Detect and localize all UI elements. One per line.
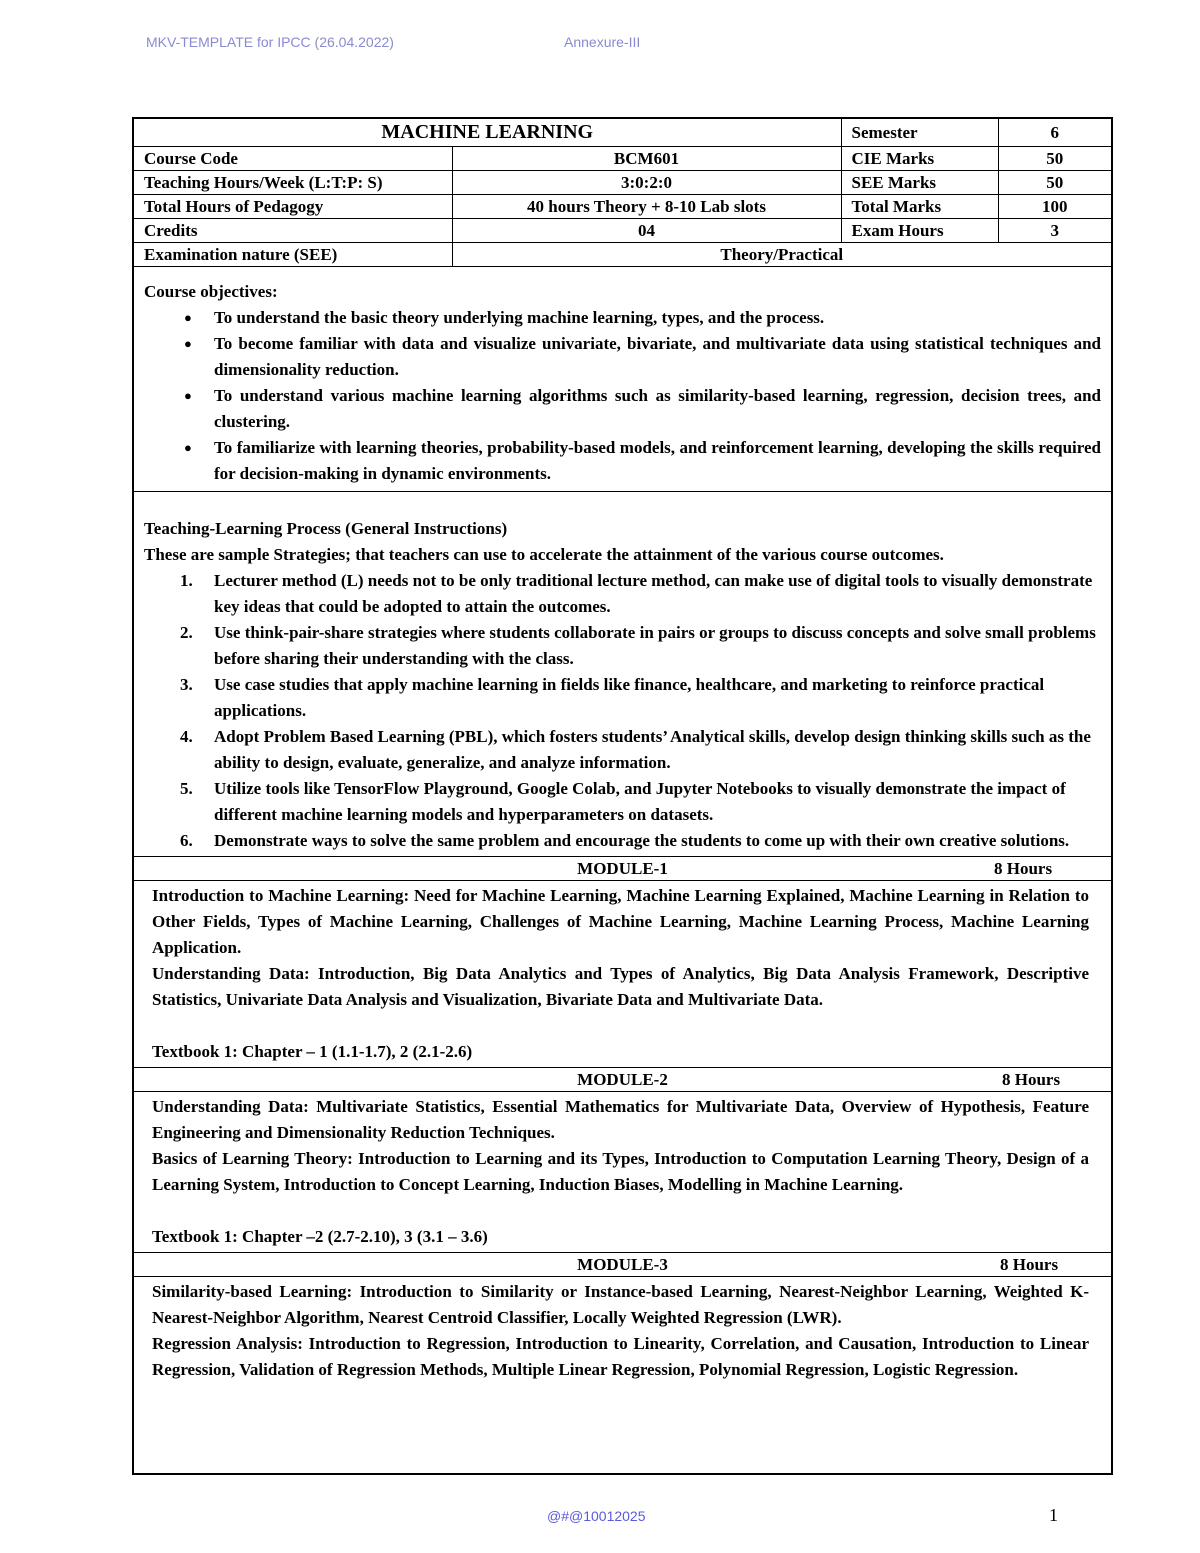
module-3-body — [134, 1277, 1111, 1385]
teaching-hours-value: 3:0:2:0 — [452, 171, 841, 195]
list-item-number: 3. — [180, 675, 193, 694]
list-item-text: Demonstrate ways to solve the same problem and encourage the students to come up with their own creative solutions. — [214, 831, 1070, 850]
see-marks-label: SEE Marks — [841, 171, 998, 195]
page-number: 1 — [1049, 1505, 1058, 1525]
course-code-label: Course Code — [134, 147, 452, 171]
module-paragraph: Similarity-based Learning: Introduction to Similarity or Instance-based Learning, Nearest-Neighbor Learning, Weighted K-Nearest-Neighbor Algorithm, Nearest Centroid Classifier, Locally Weighted Regression (LWR). — [152, 1282, 1089, 1327]
list-item: ● To become familiar with data and visualize univariate, bivariate, and multivariate data using statistical techniques and dimensionality reduction. — [214, 331, 1101, 383]
list-item: ● To familiarize with learning theories, probability-based models, and reinforcement learning, developing the skills required for decision-making in dynamic environments. — [214, 435, 1101, 487]
module-hours: 8 Hours — [1002, 1070, 1061, 1089]
exam-hours-label: Exam Hours — [841, 219, 998, 243]
semester-value: 6 — [998, 119, 1111, 147]
syllabus-document — [132, 117, 1113, 1475]
list-item — [180, 776, 1101, 828]
module-hours: 8 Hours — [1000, 1255, 1059, 1274]
module-1-body — [134, 881, 1111, 1068]
course-code-value: BCM601 — [452, 147, 841, 171]
pedagogy-hours-label: Total Hours of Pedagogy — [134, 195, 452, 219]
exam-nature-value: Theory/Practical — [452, 243, 1111, 267]
total-marks-label: Total Marks — [841, 195, 998, 219]
semester-label: Semester — [841, 119, 998, 147]
module-textbook: Textbook 1: Chapter – 1 (1.1-1.7), 2 (2.1-2.6) — [152, 1042, 473, 1061]
module-paragraph: Understanding Data: Introduction, Big Data Analytics and Types of Analytics, Big Data Analysis Framework, Descriptive Statistics, Univariate Data Analysis and Visualization, Bivariate Data and Multivariate Data. — [152, 964, 1089, 1009]
cie-marks-value: 50 — [998, 147, 1111, 171]
list-item-number: 4. — [180, 727, 193, 746]
list-item-text: Use case studies that apply machine learning in fields like finance, healthcare, and marketing to reinforce practical applications. — [214, 675, 1045, 720]
credits-label: Credits — [134, 219, 452, 243]
list-item-text: Use think-pair-share strategies where students collaborate in pairs or groups to discuss concepts and solve small problems before sharing their understanding with the class. — [214, 623, 1096, 668]
list-item — [180, 828, 1101, 854]
teaching-learning-intro: These are sample Strategies; that teachers can use to accelerate the attainment of the various course outcomes. — [144, 545, 944, 564]
course-info-table — [134, 119, 1111, 267]
module-2-body — [134, 1092, 1111, 1253]
list-item-text: Adopt Problem Based Learning (PBL), which fosters students’ Analytical skills, develop design thinking skills such as the ability to design, evaluate, generalize, and analyze information. — [214, 727, 1091, 772]
module-title: MODULE-1 — [577, 859, 668, 878]
module-paragraph: Regression Analysis: Introduction to Regression, Introduction to Linearity, Correlation, and Causation, Introduction to Linear Regression, Validation of Regression Methods, Multiple Linear Regression, Polynomial Regression, Logistic Regression. — [152, 1334, 1089, 1379]
list-item-number: 5. — [180, 779, 193, 798]
module-paragraph: Understanding Data: Multivariate Statistics, Essential Mathematics for Multivariate Data, Overview of Hypothesis, Feature Engineering and Dimensionality Reduction Techniques. — [152, 1097, 1089, 1142]
exam-hours-value: 3 — [998, 219, 1111, 243]
header-template-label: MKV-TEMPLATE for IPCC (26.04.2022) — [146, 34, 394, 50]
list-item-text: Lecturer method (L) needs not to be only traditional lecture method, can make use of digital tools to visually demonstrate key ideas that could be adopted to attain the outcomes. — [214, 571, 1093, 616]
module-title: MODULE-3 — [577, 1255, 668, 1274]
list-item — [180, 568, 1101, 620]
list-item — [180, 724, 1101, 776]
list-item-text: Utilize tools like TensorFlow Playground, Google Colab, and Jupyter Notebooks to visually demonstrate the impact of different machine learning models and hyperparameters on datasets. — [214, 779, 1066, 824]
module-textbook: Textbook 1: Chapter –2 (2.7-2.10), 3 (3.1 – 3.6) — [152, 1227, 488, 1246]
list-item-number: 1. — [180, 571, 193, 590]
course-title: MACHINE LEARNING — [134, 119, 841, 147]
list-item: ● To understand various machine learning algorithms such as similarity-based learning, regression, decision trees, and clustering. — [214, 383, 1101, 435]
module-hours: 8 Hours — [994, 859, 1053, 878]
course-objectives-list — [144, 305, 1101, 487]
module-2-header — [134, 1068, 1111, 1092]
footer-code: @#@10012025 — [547, 1508, 646, 1524]
teaching-learning-list — [144, 568, 1101, 854]
total-marks-value: 100 — [998, 195, 1111, 219]
list-item — [180, 672, 1101, 724]
course-objectives-section — [134, 267, 1111, 492]
exam-nature-label: Examination nature (SEE) — [134, 243, 452, 267]
course-objectives-heading: Course objectives: — [144, 282, 278, 301]
list-item-number: 6. — [180, 831, 193, 850]
module-paragraph: Introduction to Machine Learning: Need for Machine Learning, Machine Learning Explained, Machine Learning in Relation to Other Fields, Types of Machine Learning, Challenges of Machine Learning, Machine Learning Process, Machine Learning Application. — [152, 886, 1089, 957]
module-1-header — [134, 857, 1111, 881]
see-marks-value: 50 — [998, 171, 1111, 195]
teaching-learning-heading: Teaching-Learning Process (General Instructions) — [144, 519, 508, 538]
teaching-hours-label: Teaching Hours/Week (L:T:P: S) — [134, 171, 452, 195]
cie-marks-label: CIE Marks — [841, 147, 998, 171]
module-title: MODULE-2 — [577, 1070, 668, 1089]
module-paragraph: Basics of Learning Theory: Introduction to Learning and its Types, Introduction to Computation Learning Theory, Design of a Learning System, Introduction to Concept Learning, Induction Biases, Modelling in Machine Learning. — [152, 1149, 1089, 1194]
list-item — [180, 620, 1101, 672]
module-3-header — [134, 1253, 1111, 1277]
list-item: ● To understand the basic theory underlying machine learning, types, and the process. — [214, 305, 1101, 331]
header-annexure-label: Annexure-III — [564, 34, 641, 50]
list-item-number: 2. — [180, 623, 193, 642]
teaching-learning-section — [134, 492, 1111, 857]
credits-value: 04 — [452, 219, 841, 243]
pedagogy-hours-value: 40 hours Theory + 8-10 Lab slots — [452, 195, 841, 219]
